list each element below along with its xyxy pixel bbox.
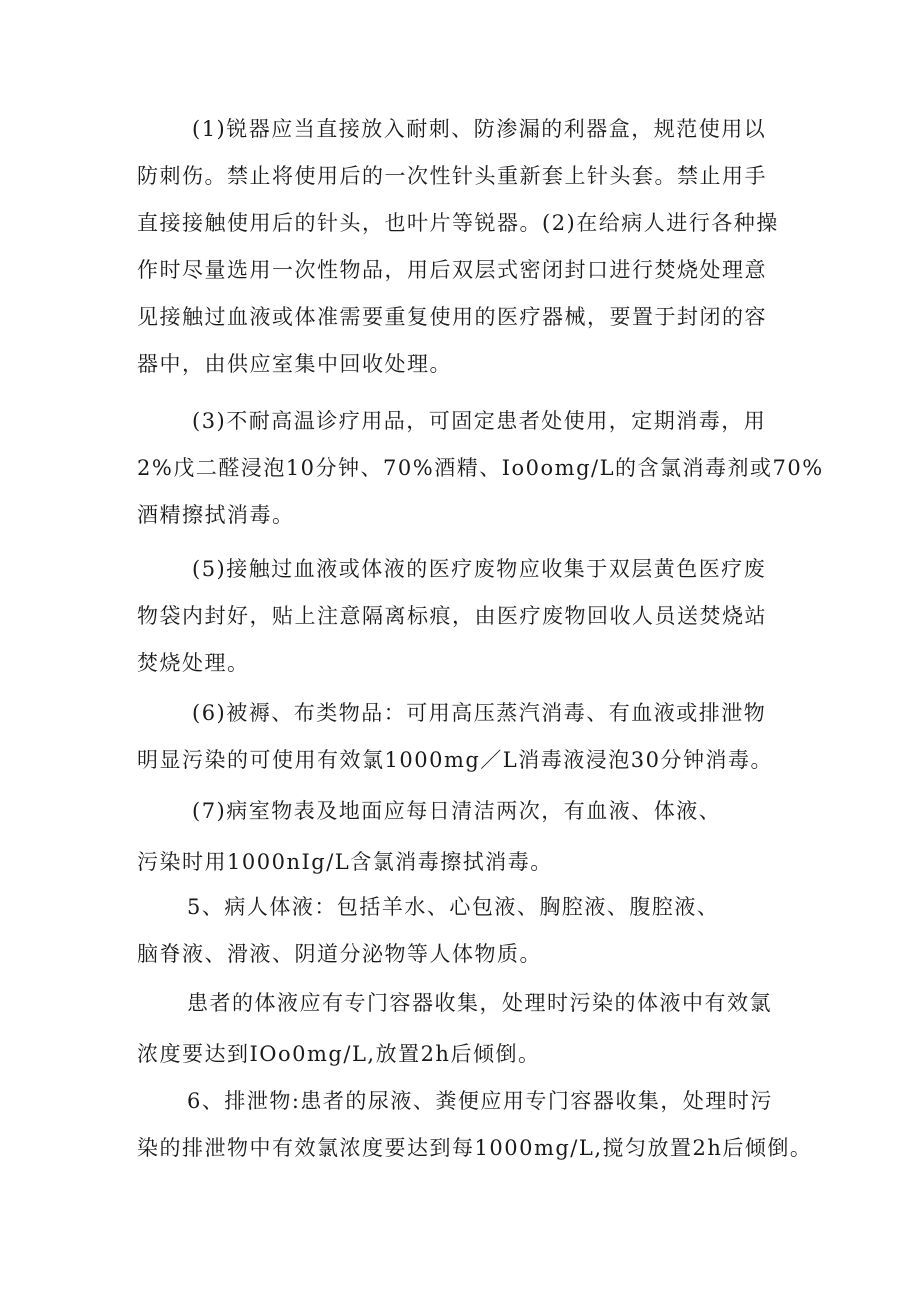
text-line: 患者的体液应有专门容器收集，处理时污染的体液中有效氯 <box>187 991 772 1015</box>
text-line: (6)被褥、布类物品：可用高压蒸汽消毒、有血液或排泄物 <box>192 701 767 725</box>
paragraph-fluid-handling <box>137 980 797 1078</box>
text-line: 5、病人体液：包括羊水、心包液、胸腔液、腹腔液、 <box>187 895 720 919</box>
paragraph-ward-surfaces <box>137 788 797 886</box>
text-line: 染的排泄物中有效氯浓度要达到每1000mg/L,搅匀放置2h后倾倒。 <box>137 1136 813 1160</box>
text-line: 酒精擦拭消毒。 <box>137 503 295 527</box>
paragraph-heat-sensitive <box>137 398 824 539</box>
text-line: (5)接触过血液或体液的医疗废物应收集于双层黄色医疗废 <box>192 557 767 581</box>
paragraph-body-fluids <box>137 884 797 978</box>
text-line: 2%戊二醛浸泡10分钟、70%酒精、Io0omg/L的含氯消毒剂或70% <box>137 456 824 480</box>
text-line: (1)锐器应当直接放入耐刺、防渗漏的利器盒，规范使用以 <box>192 117 767 141</box>
text-line: 焚烧处理。 <box>137 651 250 675</box>
text-line: 见接触过血液或体准需要重复使用的医疗器械，要置于封闭的容 <box>137 305 767 329</box>
text-line: 物袋内封好，贴上注意隔离标痕，由医疗废物回收人员送焚烧站 <box>137 604 767 628</box>
text-line: (7)病室物表及地面应每日清洁两次，有血液、体液、 <box>192 799 722 823</box>
paragraph-medical-waste <box>137 546 797 687</box>
text-line: 脑脊液、滑液、阴道分泌物等人体物质。 <box>137 942 542 966</box>
paragraph-excreta <box>137 1078 813 1172</box>
text-line: 污染时用1000nIg/L含氯消毒擦拭消毒。 <box>137 850 553 874</box>
text-line: 防刺伤。禁止将使用后的一次性针头重新套上针头套。禁止用手 <box>137 164 767 188</box>
text-line: 浓度要达到IOo0mg/L,放置2h后倾倒。 <box>137 1042 541 1066</box>
text-line: 明显污染的可使用有效氯1000mg／L消毒液浸泡30分钟消毒。 <box>137 748 773 772</box>
paragraph-sharps <box>137 106 797 388</box>
text-line: 6、排泄物:患者的尿液、粪便应用专门容器收集，处理时污 <box>187 1089 773 1113</box>
text-line: 器中，由供应室集中回收处理。 <box>137 352 452 376</box>
text-line: 作时尽量选用一次性物品，用后双层式密闭封口进行焚烧处理意 <box>137 258 767 282</box>
text-line: (3)不耐高温诊疗用品，可固定患者处使用，定期消毒，用 <box>192 409 767 433</box>
paragraph-bedding <box>137 690 797 784</box>
text-line: 直接接触使用后的针头，也叶片等锐器。(2)在给病人进行各种操 <box>137 211 779 235</box>
